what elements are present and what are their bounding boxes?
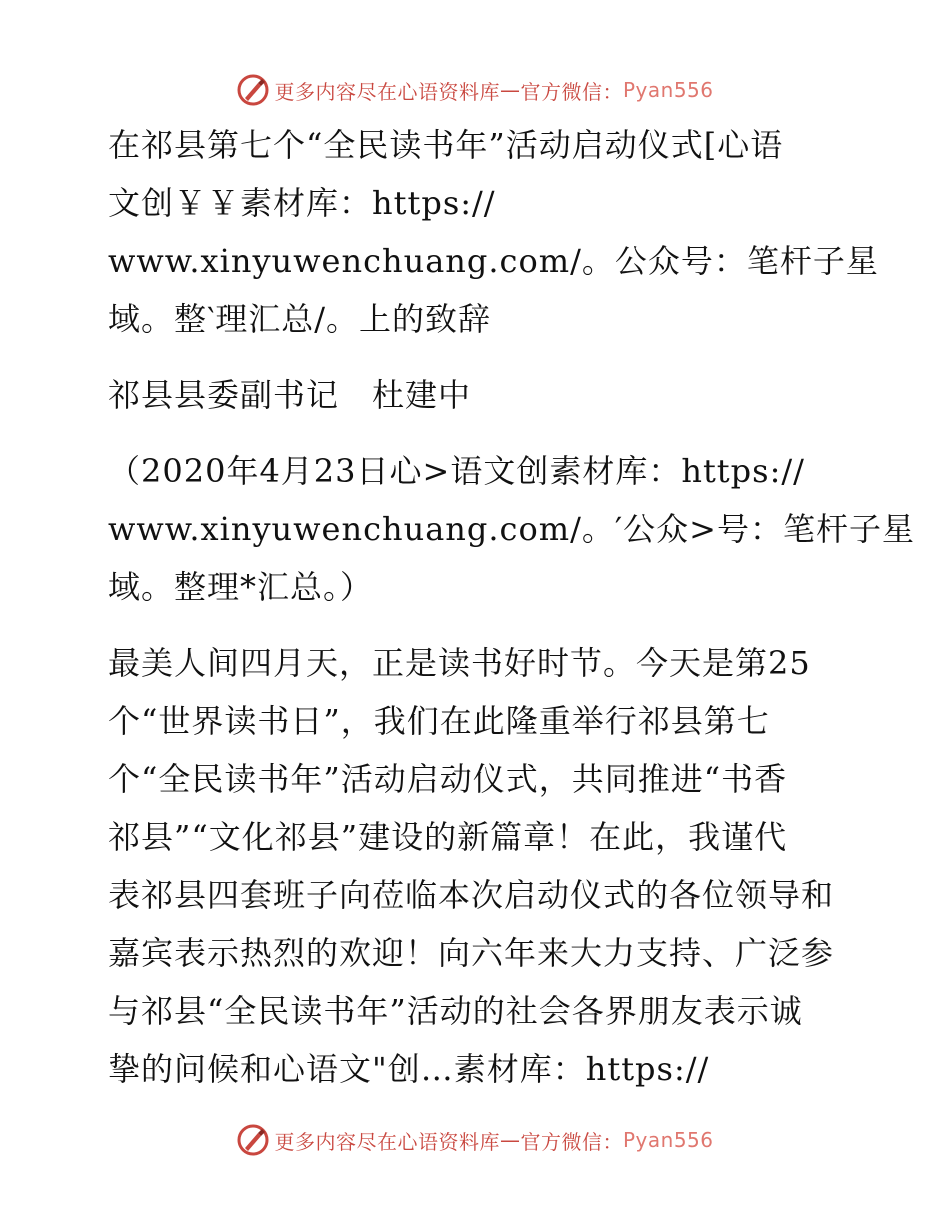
body-line: 个“全民读书年”活动启动仪式，共同推进“书香 (108, 760, 788, 798)
body-line: 祁县”“文化祁县”建设的新篇章！在此，我谨代 (108, 818, 788, 856)
date-line: www.xinyuwenchuang.com/。′公众>号：笔杆子星 (108, 510, 915, 548)
document-body (96, 116, 915, 1098)
title-line: 域。整‵理汇总/。上的致辞 (108, 300, 492, 338)
date-paragraph (96, 442, 915, 616)
pen-logo-icon (236, 1123, 270, 1157)
banner-wechat-account: Pyan556 (622, 78, 714, 102)
header-banner (0, 70, 950, 110)
title-line: www.xinyuwenchuang.com/。公众号：笔杆子星 (108, 242, 879, 280)
body-line: 个“世界读书日”，我们在此隆重举行祁县第七 (108, 702, 770, 740)
title-line: 在祁县第七个“全民读书年”活动启动仪式[心语 (108, 126, 784, 164)
banner-text: 更多内容尽在心语资料库 (274, 79, 500, 104)
body-line: 最美人间四月天，正是读书好时节。今天是第25 (108, 644, 811, 682)
body-paragraph (96, 634, 856, 1098)
footer-banner (0, 1120, 950, 1160)
banner-wechat-label: 官方微信： (520, 1129, 623, 1154)
banner-separator: — (499, 78, 521, 102)
banner-text: 更多内容尽在心语资料库 (274, 1129, 500, 1154)
date-line: 域。整理*汇总。） (108, 568, 374, 606)
banner-wechat-label: 官方微信： (520, 79, 623, 104)
author-line: 祁县县委副书记 杜建中 (108, 376, 472, 414)
banner-separator: — (499, 1128, 521, 1152)
body-line: 嘉宾表示热烈的欢迎！向六年来大力支持、广泛参 (108, 934, 835, 972)
title-line: 文创￥￥素材库：https:// (108, 184, 496, 222)
body-line: 表祁县四套班子向莅临本次启动仪式的各位领导和 (108, 876, 835, 914)
body-line: 与祁县“全民读书年”活动的社会各界朋友表示诚 (108, 992, 803, 1030)
title-paragraph (96, 116, 879, 348)
date-line: （2020年4月23日心>语文创素材库：https:// (108, 452, 805, 490)
pen-logo-icon (236, 73, 270, 107)
body-line: 挚的问候和心语文"创…素材库：https:// (108, 1050, 710, 1088)
banner-wechat-account: Pyan556 (622, 1128, 714, 1152)
